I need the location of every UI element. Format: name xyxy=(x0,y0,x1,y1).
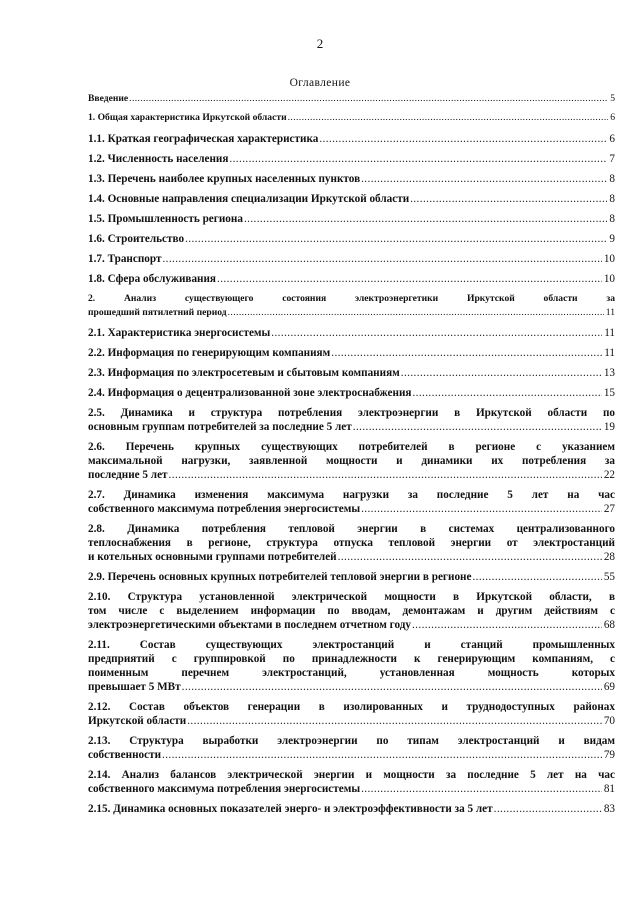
toc-entry-text: 2.13. Структура выработки электроэнергии по типам электростанций и видам xyxy=(88,735,615,747)
toc-entry-title: последние 5 лет xyxy=(88,469,168,481)
toc-page-number: 11 xyxy=(605,307,615,318)
toc-page-number: 28 xyxy=(603,551,615,563)
dot-leader xyxy=(271,326,602,340)
table-of-contents xyxy=(88,92,615,822)
toc-entry[interactable] xyxy=(88,700,615,728)
toc-entry-text: максимальной нагрузки, заявленной мощности и динамики их потребления за xyxy=(88,455,615,467)
toc-entry[interactable] xyxy=(88,366,615,380)
dot-leader xyxy=(353,420,602,434)
dot-leader xyxy=(361,782,602,796)
toc-entry-title: электроэнергетическими объектами в последнем отчетном году xyxy=(88,619,411,631)
toc-entry-text: 2.5. Динамика и структура потребления электроэнергии в Иркутской области по xyxy=(88,407,615,419)
toc-entry[interactable] xyxy=(88,570,615,584)
toc-page-number: 13 xyxy=(603,367,615,379)
dot-leader xyxy=(185,232,607,246)
dot-leader xyxy=(410,192,607,206)
toc-page-number: 6 xyxy=(609,133,615,145)
toc-page-number: 55 xyxy=(603,571,615,583)
toc-entry[interactable] xyxy=(88,802,615,816)
toc-page-number: 10 xyxy=(603,253,615,265)
toc-page-number: 68 xyxy=(603,619,615,631)
toc-entry-title: 1.2. Численность населения xyxy=(88,153,229,165)
toc-entry-text: 2. Анализ существующего состояния электроэнергетики Иркутской области за xyxy=(88,293,615,304)
toc-entry[interactable] xyxy=(88,386,615,400)
toc-entry[interactable] xyxy=(88,638,615,694)
dot-leader xyxy=(229,152,607,166)
toc-entry-title: 2.3. Информация по электросетевым и сбытовым компаниям xyxy=(88,367,400,379)
toc-entry[interactable] xyxy=(88,440,615,482)
toc-entry[interactable] xyxy=(88,212,615,226)
toc-entry[interactable] xyxy=(88,252,615,266)
toc-page-number: 83 xyxy=(603,803,615,815)
toc-page-number: 19 xyxy=(603,421,615,433)
dot-leader xyxy=(472,570,601,584)
toc-page-number: 6 xyxy=(610,112,615,123)
dot-leader xyxy=(401,366,602,380)
toc-entry-title: 1. Общая характеристика Иркутской области xyxy=(88,112,287,123)
toc-entry[interactable] xyxy=(88,232,615,246)
toc-entry-title: 1.1. Краткая географическая характеристика xyxy=(88,133,319,145)
dot-leader xyxy=(244,212,607,226)
toc-entry-title: 2.2. Информация по генерирующим компаниям xyxy=(88,347,331,359)
toc-entry-text: теплоснабжения в регионе, структура отпуска тепловой энергии от электростанций xyxy=(88,537,615,549)
toc-entry-title: 1.7. Транспорт xyxy=(88,253,162,265)
toc-page-number: 8 xyxy=(609,173,615,185)
toc-page-number: 15 xyxy=(603,387,615,399)
toc-page-number: 8 xyxy=(609,213,615,225)
toc-page-number: 7 xyxy=(609,153,615,165)
toc-page-number: 27 xyxy=(603,503,615,515)
toc-entry[interactable] xyxy=(88,522,615,564)
toc-entry-text: 2.12. Состав объектов генерации в изолированных и труднодоступных районах xyxy=(88,701,615,713)
toc-entry-title: 1.8. Сфера обслуживания xyxy=(88,273,216,285)
toc-entry-text: предприятий с группировкой по принадлежности к генерирующим компаниям, с xyxy=(88,653,615,665)
toc-page-number: 11 xyxy=(604,347,615,359)
toc-entry-title: 2.4. Информация о децентрализованной зоне электроснабжения xyxy=(88,387,412,399)
toc-entry[interactable] xyxy=(88,590,615,632)
toc-entry-text: 2.11. Состав существующих электростанций и станций промышленных xyxy=(88,639,615,651)
toc-entry-title: превышает 5 МВт xyxy=(88,681,181,693)
toc-entry-title: 2.9. Перечень основных крупных потребителей тепловой энергии в регионе xyxy=(88,571,472,583)
toc-entry[interactable] xyxy=(88,132,615,146)
dot-leader xyxy=(412,618,602,632)
toc-entry[interactable] xyxy=(88,406,615,434)
toc-entry-title: 1.3. Перечень наиболее крупных населенных пунктов xyxy=(88,173,361,185)
toc-page-number: 10 xyxy=(603,273,615,285)
page-number: 2 xyxy=(316,36,324,51)
toc-entry-text: 2.8. Динамика потребления тепловой энергии в системах централизованного xyxy=(88,523,615,535)
toc-page-number: 5 xyxy=(610,93,615,104)
toc-entry[interactable] xyxy=(88,192,615,206)
dot-leader xyxy=(361,172,607,186)
dot-leader xyxy=(228,306,604,320)
toc-entry[interactable] xyxy=(88,326,615,340)
toc-entry-title: 1.4. Основные направления специализации Иркутской области xyxy=(88,193,410,205)
toc-page-number: 81 xyxy=(603,783,615,795)
toc-entry-title: собственного максимума потребления энергосистемы xyxy=(88,503,361,515)
toc-entry-title: основным группам потребителей за последние 5 лет xyxy=(88,421,352,433)
toc-entry-title: Введение xyxy=(88,93,129,104)
dot-leader xyxy=(129,92,608,106)
dot-leader xyxy=(162,252,601,266)
toc-entry[interactable] xyxy=(88,172,615,186)
toc-entry[interactable] xyxy=(88,111,615,125)
toc-entry-title: собственности xyxy=(88,749,162,761)
toc-entry[interactable] xyxy=(88,152,615,166)
toc-page-number: 69 xyxy=(603,681,615,693)
dot-leader xyxy=(162,748,602,762)
toc-page-number: 70 xyxy=(603,715,615,727)
toc-entry-text: 2.7. Динамика изменения максимума нагрузки за последние 5 лет на час xyxy=(88,489,615,501)
dot-leader xyxy=(182,680,602,694)
toc-entry-title: прошедший пятилетний период xyxy=(88,307,227,318)
toc-entry-title: Иркутской области xyxy=(88,715,187,727)
toc-entry-text: поименным перечнем электростанций, установленная мощность которых xyxy=(88,667,615,679)
dot-leader xyxy=(319,132,607,146)
dot-leader xyxy=(169,468,602,482)
toc-entry[interactable] xyxy=(88,488,615,516)
dot-leader xyxy=(338,550,602,564)
dot-leader xyxy=(187,714,602,728)
toc-page-number: 79 xyxy=(603,749,615,761)
toc-entry[interactable] xyxy=(88,768,615,796)
toc-entry-text: том числе с выделением информации по вводам, демонтажам и другим действиям с xyxy=(88,605,615,617)
toc-entry-title: и котельных основными группами потребителей xyxy=(88,551,337,563)
toc-page-number: 9 xyxy=(609,233,615,245)
toc-page-number: 8 xyxy=(609,193,615,205)
toc-entry-title: собственного максимума потребления энергосистемы xyxy=(88,783,361,795)
toc-entry[interactable] xyxy=(88,734,615,762)
toc-entry[interactable] xyxy=(88,346,615,360)
toc-entry[interactable] xyxy=(88,292,615,320)
toc-entry-title: 2.1. Характеристика энергосистемы xyxy=(88,327,271,339)
toc-entry-title: 2.15. Динамика основных показателей энерго- и электроэффективности за 5 лет xyxy=(88,803,493,815)
toc-entry-title: 1.6. Строительство xyxy=(88,233,185,245)
dot-leader xyxy=(288,111,609,125)
toc-entry-text: 2.6. Перечень крупных существующих потребителей в регионе с указанием xyxy=(88,441,615,453)
toc-entry-text: 2.10. Структура установленной электрической мощности в Иркутской области, в xyxy=(88,591,615,603)
toc-page-number: 11 xyxy=(604,327,615,339)
toc-entry[interactable] xyxy=(88,92,615,106)
dot-leader xyxy=(361,502,602,516)
dot-leader xyxy=(331,346,602,360)
dot-leader xyxy=(412,386,601,400)
dot-leader xyxy=(494,802,602,816)
toc-entry-text: 2.14. Анализ балансов электрической энергии и мощности за последние 5 лет на час xyxy=(88,769,615,781)
toc-entry-title: 1.5. Промышленность региона xyxy=(88,213,243,225)
toc-page-number: 22 xyxy=(603,469,615,481)
toc-title: Оглавление xyxy=(289,77,351,89)
toc-entry[interactable] xyxy=(88,272,615,286)
dot-leader xyxy=(217,272,602,286)
